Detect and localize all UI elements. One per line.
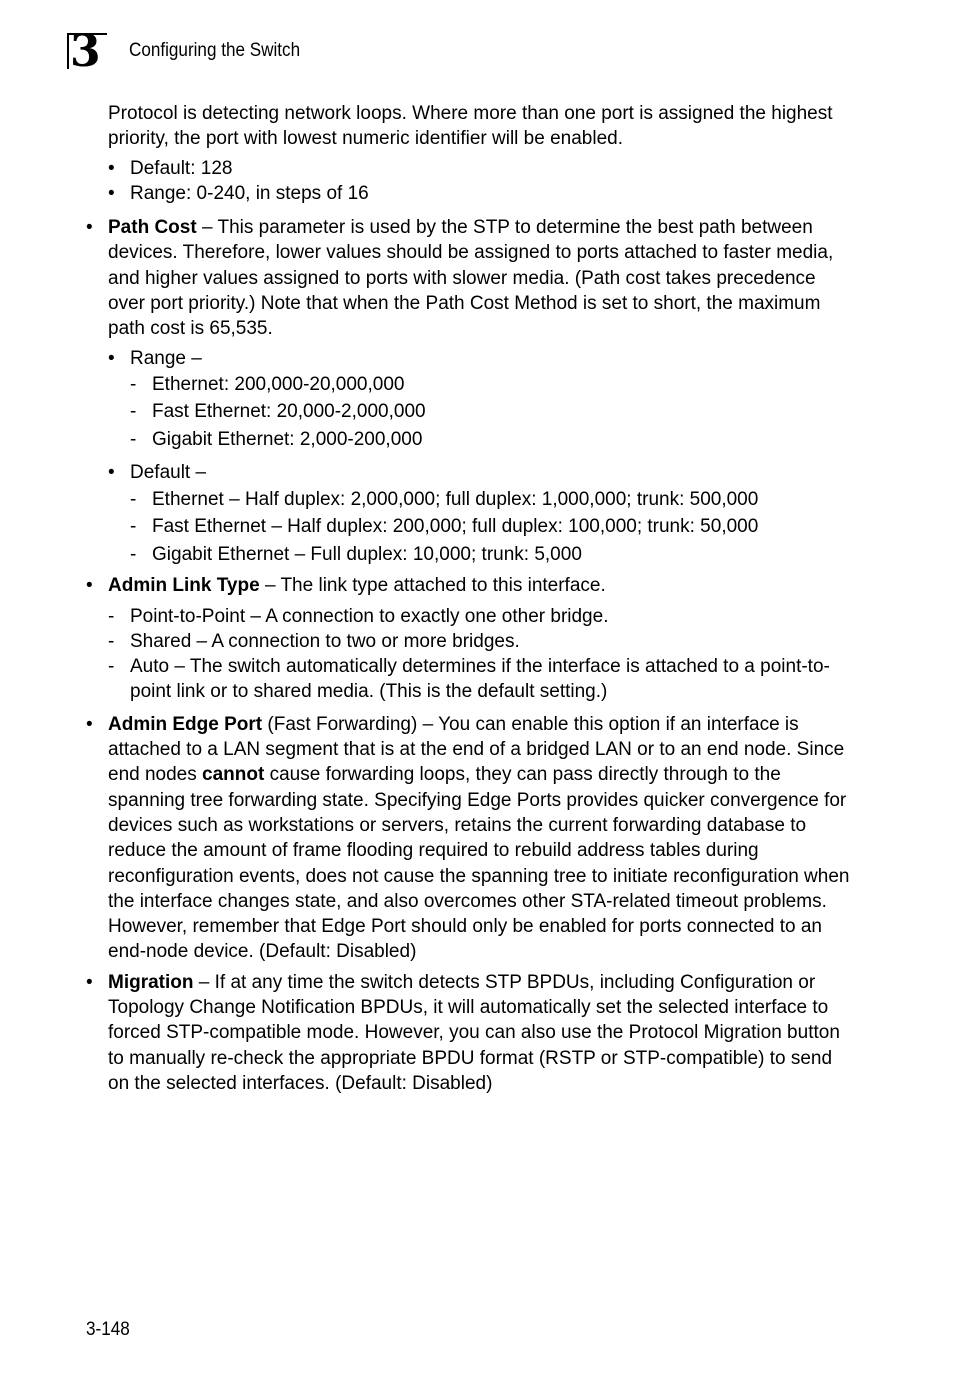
admin-link-type-item xyxy=(86,573,856,704)
list-item: - Ethernet – Half duplex: 2,000,000; full duplex: 1,000,000; trunk: 500,000 xyxy=(130,486,856,514)
intro-list xyxy=(86,156,856,207)
list-item: • Default: 128 xyxy=(108,156,856,181)
page-number: 3-148 xyxy=(86,1319,130,1340)
migration-item xyxy=(86,970,856,1096)
range-label: • Range – - Ethernet: 200,000-20,000,000 - Fast Ethernet: 20,000-2,000,000 - Gigabit Ethernet: 2,000-200,000 xyxy=(108,346,856,454)
path-cost-term: Path Cost xyxy=(108,217,197,239)
list-item: - Fast Ethernet: 20,000-2,000,000 xyxy=(130,398,856,426)
admin-link-type-term: Admin Link Type xyxy=(108,575,260,597)
list-item: • Range: 0-240, in steps of 16 xyxy=(108,181,856,206)
list-item: - Fast Ethernet – Half duplex: 200,000; full duplex: 100,000; trunk: 50,000 xyxy=(130,513,856,541)
admin-link-type-paragraph: • Admin Link Type – The link type attached to this interface. xyxy=(108,575,606,597)
page-body xyxy=(86,101,856,1096)
migration-term: Migration xyxy=(108,971,194,993)
default-label: • Default – - Ethernet – Half duplex: 2,000,000; full duplex: 1,000,000; trunk: 500,000 - Fast Ethernet – Half duplex: 200,000; full duplex: 100,000; trunk: 50,000 - Gigabit Ethernet – Full duplex: 10,000; trunk: 5,000 xyxy=(108,460,856,568)
intro-paragraph: Protocol is detecting network loops. Where more than one port is assigned the highest priority, the port with lowest numeric identifier will be enabled. xyxy=(108,103,833,150)
migration-paragraph: • Migration – If at any time the switch detects STP BPDUs, including Configuration or Topology Change Notification BPDUs, it will automatically set the selected interface to forced STP-compatible mode. However, you can also use the Protocol Migration button to manually re-check the appropriate BPDU format (RSTP or STP-compatible) to send on the selected interfaces. (Default: Disabled) xyxy=(108,971,840,1094)
path-cost-text: – This parameter is used by the STP to determine the best path between devices. Therefore, lower values should be assigned to ports attached to faster media, and higher values assigned to ports with slower media. (Path cost takes precedence over port priority.) Note that when the Path Cost Method is set to short, the maximum path cost is 65,535. xyxy=(108,217,834,340)
list-item: - Auto – The switch automatically determines if the interface is attached to a point-to-point link or to shared media. (This is the default setting.) xyxy=(108,654,856,705)
chapter-number: 3 xyxy=(70,26,100,77)
admin-edge-port-paragraph: • Admin Edge Port (Fast Forwarding) – You can enable this option if an interface is attached to a LAN segment that is at the end of a bridged LAN or to an end node. Since end nodes cannot cause forwarding loops, they can pass directly through to the spanning tree forwarding state. Specifying Edge Ports provides quicker convergence for devices such as workstations or servers, retains the current forwarding database to reduce the amount of frame flooding required to rebuild address tables during reconfiguration events, does not cause the spanning tree to initiate reconfiguration when the interface changes state, and also overcomes other STA-related timeout problems. However, remember that Edge Port should only be enabled for ports connected to an end-node device. (Default: Disabled) xyxy=(108,713,850,963)
list-item: - Shared – A connection to two or more bridges. xyxy=(108,629,856,654)
emphasis-text: cannot xyxy=(202,764,265,786)
list-item: - Gigabit Ethernet – Full duplex: 10,000; trunk: 5,000 xyxy=(130,541,856,569)
running-header: Configuring the Switch xyxy=(129,40,301,61)
list-item: - Gigabit Ethernet: 2,000-200,000 xyxy=(130,426,856,454)
range-values xyxy=(130,371,856,454)
list-item: - Ethernet: 200,000-20,000,000 xyxy=(130,371,856,399)
path-cost-paragraph xyxy=(108,215,856,341)
path-cost-item xyxy=(86,215,856,568)
admin-edge-port-item xyxy=(86,712,856,965)
path-cost-range-list xyxy=(108,346,856,569)
list-item: - Point-to-Point – A connection to exactly one other bridge. xyxy=(108,604,856,629)
default-values xyxy=(130,486,856,569)
link-type-options xyxy=(108,604,856,705)
admin-edge-port-term: Admin Edge Port xyxy=(108,713,263,735)
